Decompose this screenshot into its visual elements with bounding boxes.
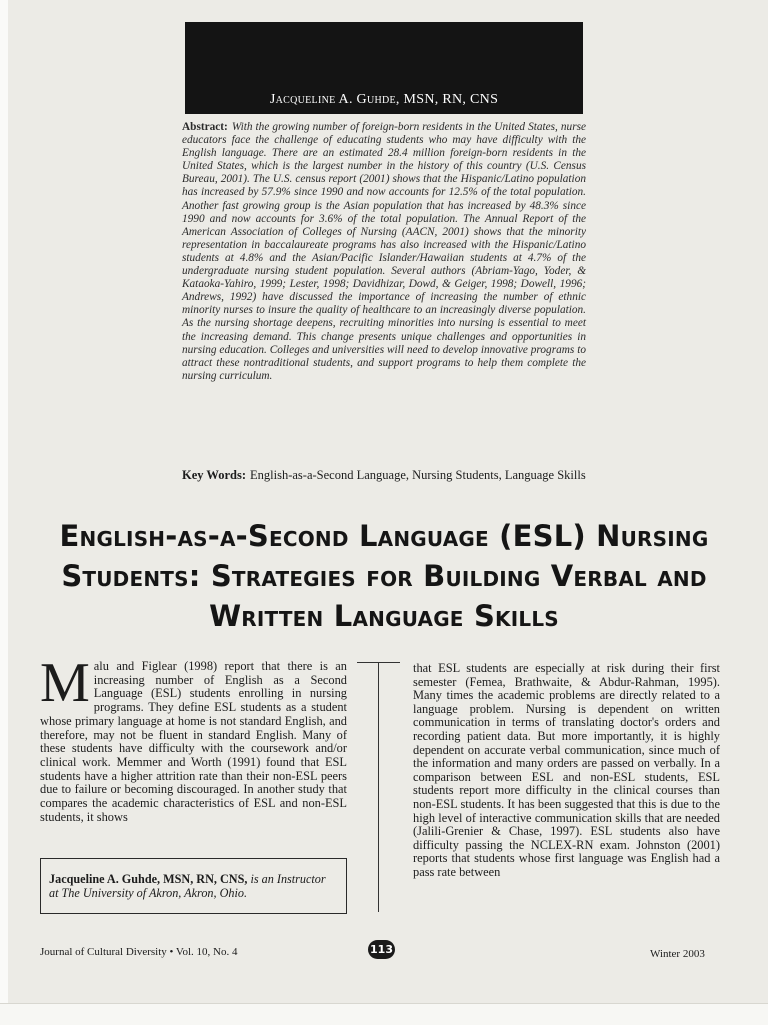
abstract-text: With the growing number of foreign-born residents in the United States, nurse educators face the challenge of educating students who may have difficulty with the English language. There are an estimated 28.4 million foreign-born residents in the United States, which is the largest number in the history of this country (U.S. Census Bureau, 2001). The U.S. census report (2001) shows that the Hispanic/Latino population has increased by 57.9% since 1990 and now accounts for 12.5% of the total population. Another fast growing group is the Asian population that has increased by 48.3% since 1990 and now accounts for 3.6% of the total population. The Annual Report of the American Association of Colleges of Nursing (AACN, 2001) shows that the minority representation in baccalaureate programs has also increased with the Hispanic/Latino students at 4.8% and the Asian/Pacific Islander/Hawaiian students at 4.7% of the undergraduate nursing student population. Several authors (Abriam-Yago, Yoder, & Kataoka-Yahiro, 1999; Lester, 1998; Davidhizar, Dowd, & Geiger, 1998; Dowell, 1996; Andrews, 1992) have discussed the importance of increasing the number of ethnic minority nurses to insure the quality of healthcare to an increasingly diverse population. As the nursing shortage deepens, recruiting minorities into nursing is essential to meet the increasing demand. This change presents unique challenges and opportunities in nursing education. Colleges and universities will need to develop innovative programs to attract these nontraditional students, and support programs to help them complete the nursing curriculum.: [182, 121, 586, 382]
author-banner: [185, 22, 583, 114]
bio-name: Jacqueline A. Guhde, MSN, RN, CNS,: [49, 872, 248, 886]
body-right-text: that ESL students are especially at risk during their first semester (Femea, Brathwaite, & Abdur-Rahman, 1995). Many times the academic problems are directly related to a language problem. Nursing is dependent on written communication in terms of translating doctor's orders and recording patient data. But more importantly, it is highly dependent on accurate verbal communication, since much of the information and many orders are passed on verbally. In a comparison between ESL and non-ESL students, ESL students report more difficulty in the clinical courses than non-ESL students. It has been suggested that this is due to the high level of interactive communication skills that are needed (Jalili-Grenier & Chase, 1997). ESL students also have difficulty passing the NCLEX-RN exam. Johnston (2001) reports that students whose first language was English had a pass rate between: [413, 661, 720, 879]
abstract-label: Abstract:: [182, 121, 228, 133]
body-left-text: alu and Figlear (1998) report that there is an increasing number of English as a Second Language (ESL) students enrolling in nursing programs. They define ESL students as a student whose primary language at home is not standard English, and therefore, may not be fluent in standard English. Many of these students have difficulty with the coursework and/or clinical work. Memmer and Worth (1991) found that ESL students have a higher attrition rate than their non-ESL peers due to failure or becoming discouraged. In another study that compares the academic characteristics of ESL and non-ESL students, it shows: [40, 659, 347, 824]
footer-issue: Winter 2003: [650, 948, 705, 960]
bottom-page-strip: [0, 1003, 768, 1025]
column-divider: [378, 662, 379, 912]
article-title: English-as-a-Second Language (ESL) Nursing Students: Strategies for Building Verbal and Written Language Skills: [59, 519, 709, 633]
page-edge: [0, 0, 8, 1024]
author-banner-name: Jacqueline A. Guhde, MSN, RN, CNS: [269, 92, 499, 107]
footer-journal: Journal of Cultural Diversity • Vol. 10, No. 4: [40, 946, 238, 958]
abstract: [182, 121, 586, 383]
keywords-text: English-as-a-Second Language, Nursing Students, Language Skills: [250, 468, 586, 482]
bio-affiliation: is an Instructor at The University of Akron, Akron, Ohio.: [49, 872, 326, 901]
author-bio-box: [40, 858, 347, 914]
drop-cap: M: [40, 652, 90, 714]
keywords: [182, 468, 586, 483]
body-column-right: [413, 662, 720, 880]
body-column-left: [40, 652, 347, 824]
keywords-label: Key Words:: [182, 468, 247, 482]
page-number-badge: 113: [368, 940, 395, 959]
